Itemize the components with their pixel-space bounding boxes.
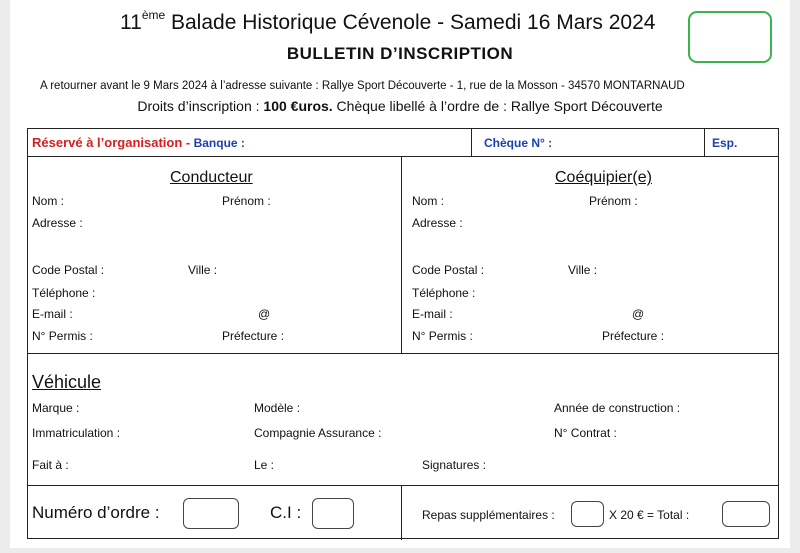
signatures-label: Signatures : (422, 458, 487, 472)
vehicle-contrat-label: N° Contrat : (554, 426, 617, 440)
codriver-prenom-label: Prénom : (589, 194, 638, 208)
form-table (27, 128, 779, 539)
driver-code-postal-label: Code Postal : (32, 263, 105, 277)
repas-count-field[interactable] (571, 501, 604, 527)
codriver-telephone-label: Téléphone : (412, 286, 476, 300)
codriver-ville-label: Ville : (568, 263, 598, 277)
vehicle-assurance-label: Compagnie Assurance : (254, 426, 382, 440)
ci-label: C.I : (270, 503, 302, 522)
divider (401, 156, 402, 353)
page-title (120, 10, 660, 35)
form-subtitle: BULLETIN D’INSCRIPTION (286, 44, 514, 63)
driver-telephone-label: Téléphone : (32, 286, 96, 300)
codriver-code-postal-label: Code Postal : (412, 263, 485, 277)
driver-email-label: E-mail : (32, 307, 73, 321)
divider (471, 129, 472, 156)
vehicle-heading: Véhicule (32, 372, 102, 392)
registration-form-page (10, 0, 790, 548)
fees-line (10, 98, 790, 114)
fait-a-label: Fait à : (32, 458, 69, 472)
divider (28, 353, 778, 354)
driver-at-sign: @ (258, 307, 271, 321)
cheque-label: Chèque N° : (484, 136, 553, 150)
divider (28, 156, 778, 157)
fees-prefix: Droits d’inscription : (137, 98, 264, 114)
codriver-at-sign: @ (632, 307, 645, 321)
repas-label: Repas supplémentaires : (422, 508, 555, 522)
reserved-label: Réservé à l’organisation - (32, 135, 191, 150)
bank-label: Banque : (193, 136, 245, 150)
codriver-prefecture-label: Préfecture : (602, 329, 665, 343)
return-instructions: A retourner avant le 9 Mars 2024 à l’adresse suivante : Rallye Sport Découverte - 1, rue de la Mosson - 34570 MONTARNAUD (40, 80, 685, 92)
title-number: 11 (120, 11, 142, 34)
divider (401, 485, 402, 540)
divider (704, 129, 705, 156)
codriver-heading: Coéquipier(e) (555, 169, 652, 186)
vehicle-modele-label: Modèle : (254, 401, 301, 415)
driver-heading: Conducteur (170, 169, 253, 186)
vehicle-immat-label: Immatriculation : (32, 426, 121, 440)
driver-prefecture-label: Préfecture : (222, 329, 285, 343)
driver-ville-label: Ville : (188, 263, 218, 277)
fees-amount: 100 €uros. (263, 98, 333, 114)
codriver-email-label: E-mail : (412, 307, 453, 321)
ci-field[interactable] (312, 498, 354, 529)
title-text: Balade Historique Cévenole - Samedi 16 Mars 2024 (165, 11, 656, 34)
vehicle-annee-label: Année de construction : (554, 401, 681, 415)
title-superscript: ème (141, 8, 166, 22)
codriver-permis-label: N° Permis : (412, 329, 473, 343)
esp-label: Esp. (712, 136, 738, 150)
numero-ordre-field[interactable] (183, 498, 239, 529)
driver-prenom-label: Prénom : (222, 194, 271, 208)
driver-nom-label: Nom : (32, 194, 65, 208)
codriver-nom-label: Nom : (412, 194, 445, 208)
fees-suffix: Chèque libellé à l’ordre de : Rallye Sport Découverte (332, 98, 663, 114)
total-field[interactable] (722, 501, 770, 527)
vehicle-marque-label: Marque : (32, 401, 80, 415)
numero-ordre-label: Numéro d’ordre : (32, 503, 160, 522)
divider (28, 485, 778, 486)
driver-permis-label: N° Permis : (32, 329, 93, 343)
org-row (32, 135, 245, 150)
driver-adresse-label: Adresse : (32, 216, 83, 230)
codriver-adresse-label: Adresse : (412, 216, 463, 230)
repas-formula: X 20 € = Total : (609, 508, 690, 522)
date-label: Le : (254, 458, 275, 472)
